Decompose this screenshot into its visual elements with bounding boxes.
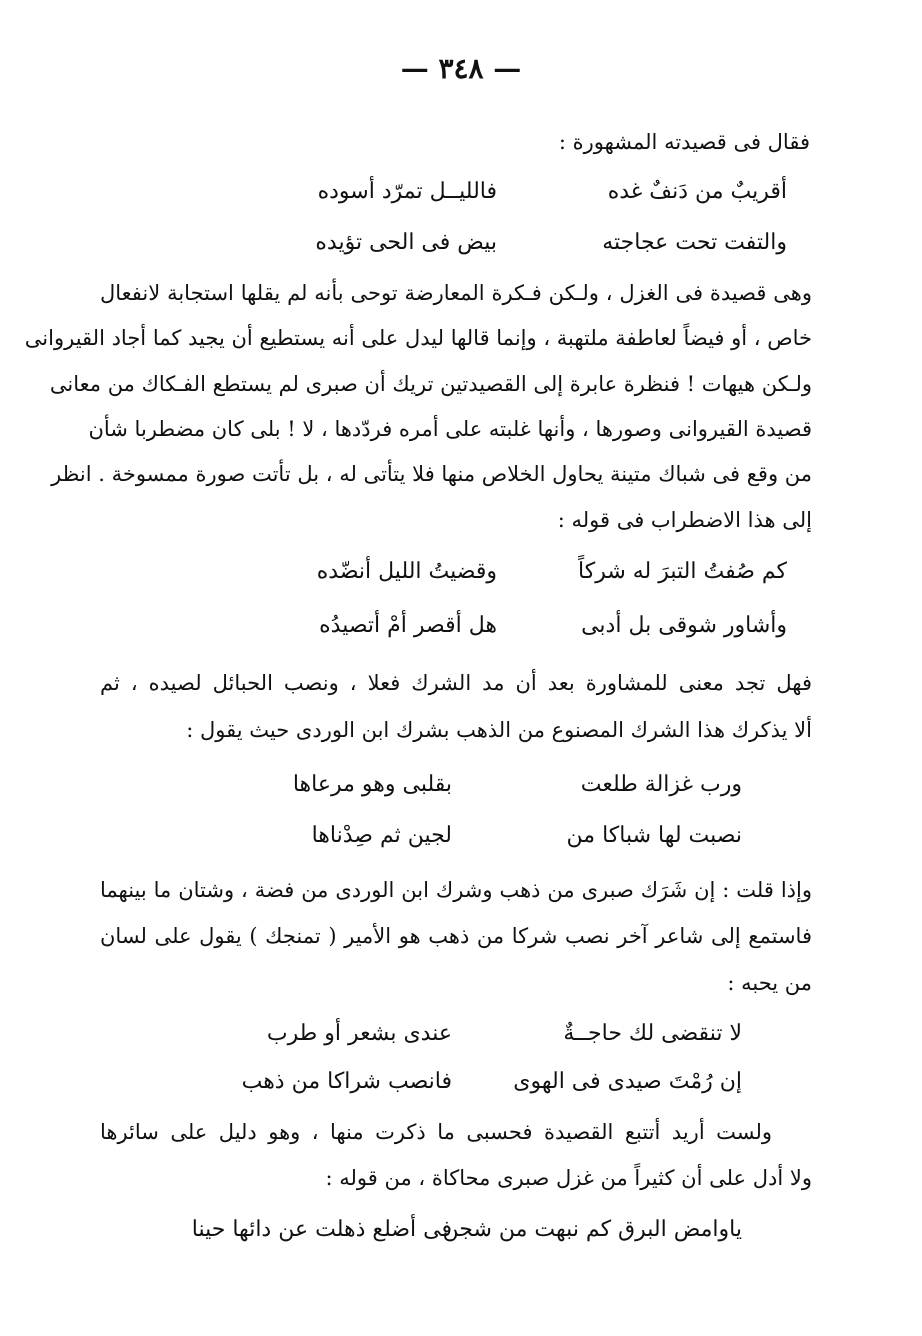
poem5-verse-1 [152, 1214, 742, 1246]
hemistich-first: إن رُمْتَ صيدى فى الهوى [513, 1069, 742, 1094]
poem2-verse-2 [197, 610, 787, 642]
paragraph-line: فاستمع إلى شاعر آخر نصب شركا من ذهب هو الأمير ( تمنجك ) يقول على لسان [100, 924, 812, 948]
hemistich-second: بقلبى وهو مرعاها [292, 772, 452, 797]
poem4-verse-2 [152, 1066, 742, 1098]
hemistich-first: ياوامض البرق كم نبهت من شجن [442, 1217, 742, 1242]
hemistich-second: فالليــل تمرّد أسوده [317, 179, 497, 204]
poem1-verse-1 [197, 176, 787, 208]
hemistich-first: لا تنقضى لك حاجــةٌ [563, 1021, 742, 1046]
hemistich-first: أقريبٌ من دَنفٌ غده [607, 179, 787, 204]
poem1-verse-2 [197, 227, 787, 259]
hemistich-second: عندى بشعر أو طرب [266, 1021, 452, 1046]
intro-line: فقال فى قصيدته المشهورة : [558, 130, 810, 154]
hemistich-first: نصبت لها شباكا من [566, 823, 742, 848]
poem2-verse-1 [197, 556, 787, 588]
paragraph-line: من يحبه : [727, 971, 812, 995]
paragraph-line: ولا أدل على أن كثيراً من غزل صبرى محاكاة ، من قوله : [325, 1166, 812, 1190]
poem3-verse-1 [152, 769, 742, 801]
poem3-verse-2 [152, 820, 742, 852]
paragraph-line: خاص ، أو فيضاً لعاطفة ملتهبة ، وإنما قالها ليدل على أنه يستطيع أن يجيد كما أجاد القيروانى [24, 326, 812, 350]
paragraph-line: فهل تجد معنى للمشاورة بعد أن مد الشرك فعلا ، ونصب الحبائل لصيده ، ثم [100, 671, 812, 695]
hemistich-first: وأشاور شوقى بل أدبى [581, 613, 787, 638]
paragraph-line: إلى هذا الاضطراب فى قوله : [557, 508, 812, 532]
hemistich-second: بيض فى الحى تؤيده [315, 230, 497, 255]
hemistich-first: والتفت تحت عجاجته [602, 230, 787, 255]
hemistich-second: لجين ثم صِدْناها [311, 823, 452, 848]
hemistich-second: وقضيتُ الليل أنضّده [316, 559, 497, 584]
paragraph-line: ولـكن هيهات ! فنظرة عابرة إلى القصيدتين تريك أن صبرى لم يستطع الفـكاك من معانى [49, 372, 812, 396]
paragraph-line: قصيدة القيروانى وصورها ، وأنها غلبته على أمره فردّدها ، لا ! بلى كان مضطربا شأن [88, 417, 812, 441]
hemistich-first: ورب غزالة طلعت [580, 772, 742, 797]
paragraph-line: وهى قصيدة فى الغزل ، ولـكن فـكرة المعارضة توحى بأنه لم يقلها استجابة لانفعال [100, 281, 812, 305]
page-number: — ٣٤٨ — [400, 52, 522, 85]
hemistich-second: فانصب شراكا من ذهب [241, 1069, 452, 1094]
paragraph-line: ولست أريد أتتبع القصيدة فحسبى ما ذكرت منها ، وهو دليل على سائرها [100, 1120, 772, 1144]
poem4-verse-1 [152, 1018, 742, 1050]
hemistich-second: هل أقصر أمْ أتصيدُه [319, 613, 497, 638]
paragraph-line: وإذا قلت : إن شَرَك صبرى من ذهب وشرك ابن الوردى من فضة ، وشتان ما بينهما [100, 878, 812, 902]
hemistich-second: فى أضلع ذهلت عن دائها حينا [191, 1217, 452, 1242]
paragraph-line: من وقع فى شباك متينة يحاول الخلاص منها فلا يتأتى له ، بل تأتت صورة ممسوخة . انظر [51, 462, 812, 486]
hemistich-first: كم صُفتُ التبرَ له شركاً [578, 559, 787, 584]
paragraph-line: ألا يذكرك هذا الشرك المصنوع من الذهب بشرك ابن الوردى حيث يقول : [186, 718, 812, 742]
